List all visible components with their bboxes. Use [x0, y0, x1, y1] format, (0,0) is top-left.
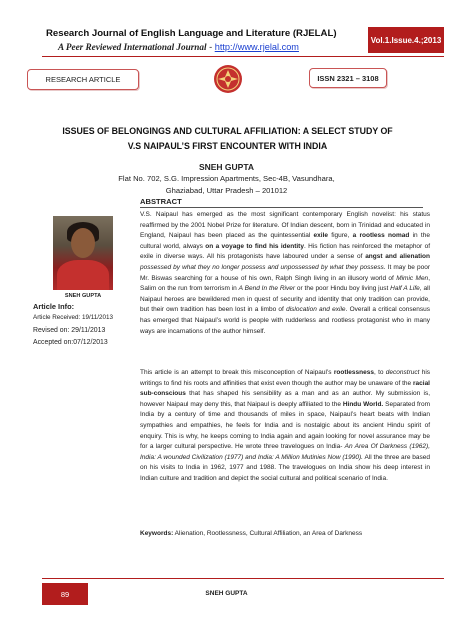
article-info-label: Article Info:	[33, 302, 75, 311]
text-run: his writings to find his roots and affinities that exist even though the author may be unaware of the	[140, 369, 431, 387]
text-run: exile	[313, 232, 329, 240]
text-run: It may be poor Mr. Biswas searching for a house of his own, Ralph Singh living in an illusory world of	[140, 263, 430, 282]
text-run: possessed by what they no longer possess and unpossessed by what they possess.	[140, 263, 386, 271]
text-run: All the three are based on his visits to India in 1962, 1977 and 1988. The travelogues on India show his deep interest in Indian culture and tradition and depict the social cultural and political scenario of India.	[140, 453, 430, 482]
abstract-heading: ABSTRACT	[140, 197, 182, 206]
text-run: , Salim on the run from terrorism in	[140, 274, 430, 293]
text-run: Mimic Men	[396, 274, 429, 282]
affiliation-line-2: Ghaziabad, Uttar Pradesh – 201012	[165, 186, 288, 195]
text-run: figure,	[328, 232, 353, 240]
text-run: deconstruct	[385, 369, 420, 376]
article-accepted-date: Accepted on:07/12/2013	[33, 339, 108, 346]
volume-badge	[368, 27, 444, 53]
keywords-line	[140, 530, 430, 537]
issn-text: ISSN 2321 – 3108	[317, 73, 379, 83]
text-run: Half A Life	[390, 285, 420, 293]
text-run: . Overall a critical consensus has emerged that Naipaul’s world is people with rudderless and rootless protagonist who in many ways are incarnations of the author himself.	[140, 306, 430, 335]
footer-divider	[42, 578, 444, 579]
text-run: This article is an attempt to break this misconception of Naipaul’s	[140, 369, 334, 376]
text-run: in the cultural world, always	[140, 232, 430, 250]
text-run: on a voyage to find his identity	[205, 242, 304, 250]
research-article-label: RESEARCH ARTICLE	[45, 75, 121, 84]
research-article-badge	[27, 69, 139, 90]
text-run: angst and alienation	[365, 253, 430, 261]
article-received-date: Article Received: 19/11/2013	[33, 314, 114, 321]
text-run: , all Naipaul heroes are bewildered men in quest of security and identity that only tradition can provide, but their own tradition has been lost in a limbo of	[140, 285, 430, 314]
text-run: Hindu World.	[342, 400, 384, 408]
text-run: , to	[373, 369, 386, 376]
text-run: or the poor Hindu boy living just	[295, 285, 391, 293]
text-run: rootlessness	[333, 369, 374, 376]
photo-face	[71, 228, 95, 258]
keywords-label: Keywords:	[140, 530, 174, 537]
journal-subtitle	[58, 42, 299, 52]
paper-title: ISSUES OF BELONGINGS AND CULTURAL AFFILIATION: A SELECT STUDY OF V.S NAIPAUL’S FIRST ENCOUNTER WITH INDIA	[62, 126, 393, 151]
header-divider	[42, 56, 444, 57]
text-run: . His fiction has reinforced the metaphor of exile in diverse ways. All his protagonists have laboured under a sense of	[140, 242, 431, 261]
journal-url-link[interactable]: http://www.rjelal.com	[214, 42, 299, 52]
article-revised-date: Revised on: 29/11/2013	[33, 327, 106, 334]
page-number: 89	[60, 589, 70, 599]
photo-clothing	[57, 260, 109, 290]
abstract-paragraph-2	[140, 368, 430, 485]
abstract-divider	[140, 207, 423, 208]
photo-caption: SNEH GUPTA	[64, 293, 102, 299]
journal-name: Research Journal of English Language and Literature (RJELAL)	[46, 28, 337, 39]
text-run: An Area Of Darkness (1962), India: A wounded Civilization (1977) and India: A Million Mutinies Now (1990).	[140, 443, 430, 461]
text-run: that has shaped his sensibility as a man and as an author. My submission is, however Naipaul may deny this, that Naipaul is deeply affiliated to the	[140, 390, 430, 408]
keywords-list: Alienation, Rootlessness, Cultural Affiliation, an Area of Darkness	[173, 530, 363, 537]
footer-author: SNEH GUPTA	[205, 590, 248, 597]
author-name: SNEH GUPTA	[198, 162, 255, 172]
journal-logo-icon	[213, 64, 243, 94]
issn-badge	[309, 68, 387, 88]
text-run: V.S. Naipaul has emerged as the most significant contemporary English novelist: his status reaffirmed by the 2001 Nobel Prize for literature. Of Indian descent, born in Trinidad and educated in England, Naipaul has been placed as the quintessential	[140, 211, 430, 240]
author-photo	[53, 216, 113, 290]
volume-text: Vol.1.Issue.4.;2013	[370, 35, 442, 45]
journal-tagline: A Peer Reviewed International Journal	[58, 42, 207, 52]
affiliation-line-1: Flat No. 702, S.G. Impression Apartments, Sec-4B, Vasundhara,	[118, 174, 335, 183]
text-run: racial sub-conscious	[140, 379, 430, 398]
tagline-separator: -	[206, 42, 215, 52]
text-run: a rootless nomad	[352, 232, 410, 240]
text-run: A Bend In the River	[238, 285, 296, 293]
abstract-paragraph-1	[140, 210, 430, 337]
text-run: dislocation and exile	[286, 306, 346, 314]
text-run: Separated from India by a century of time and thousands of miles in space, Naipaul’s heart beats with Indian sympathies and empathies, he feels for India and is nostalgic about its ancient Hindu spirit of enquiry. This is why, he keeps coming to India again and again looking for novel assurance may be for a larger cultural perspective. He wrote three travelogues on India-	[140, 400, 431, 451]
